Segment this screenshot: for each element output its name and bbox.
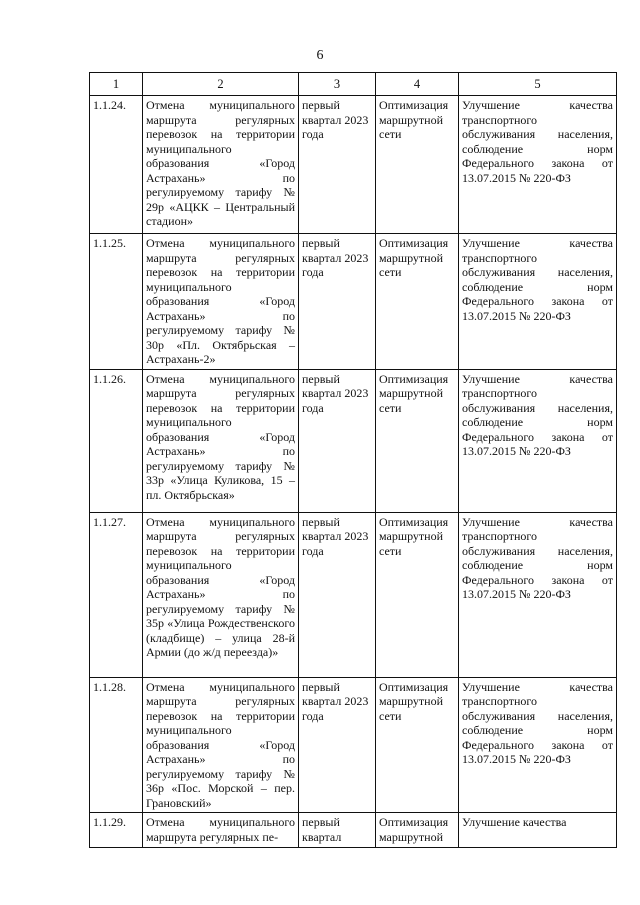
item-number: 1.1.28. <box>90 677 143 813</box>
result-text: Улучшение качества <box>459 813 617 848</box>
term-text: первый квартал 2023 года <box>299 677 376 813</box>
goal-text: Оптимизация маршрутной сети <box>376 369 459 512</box>
result-text: Улучшение качества транспортного обслуживания населения, соблюдение норм Федерального закона от 13.07.2015 № 220-ФЗ <box>459 512 617 677</box>
item-number: 1.1.27. <box>90 512 143 677</box>
plan-table <box>89 72 617 848</box>
goal-text: Оптимизация маршрутной сети <box>376 234 459 370</box>
column-number-2: 2 <box>143 73 299 96</box>
measure-text: Отмена муниципального маршрута регулярных перевозок на территории муниципального образования «Город Астрахань» по регулируемому тарифу № 30р «Пл. Октябрьская – Астрахань-2» <box>143 234 299 370</box>
measure-text: Отмена муниципального маршрута регулярных перевозок на территории муниципального образования «Город Астрахань» по регулируемому тарифу № 29р «АЦКК – Центральный стадион» <box>143 96 299 234</box>
measure-text: Отмена муниципального маршрута регулярных пе- <box>143 813 299 848</box>
column-number-3: 3 <box>299 73 376 96</box>
term-text: первый квартал 2023 года <box>299 96 376 234</box>
measure-text: Отмена муниципального маршрута регулярных перевозок на территории муниципального образования «Город Астрахань» по регулируемому тарифу № 33р «Улица Куликова, 15 – пл. Октябрьская» <box>143 369 299 512</box>
table-row <box>90 512 617 677</box>
table-row <box>90 813 617 848</box>
item-number: 1.1.24. <box>90 96 143 234</box>
table-row <box>90 96 617 234</box>
item-number: 1.1.29. <box>90 813 143 848</box>
table-row <box>90 677 617 813</box>
table-row <box>90 234 617 370</box>
goal-text: Оптимизация маршрутной сети <box>376 96 459 234</box>
goal-text: Оптимизация маршрутной сети <box>376 512 459 677</box>
result-text: Улучшение качества транспортного обслуживания населения, соблюдение норм Федерального закона от 13.07.2015 № 220-ФЗ <box>459 234 617 370</box>
item-number: 1.1.25. <box>90 234 143 370</box>
term-text: первый квартал <box>299 813 376 848</box>
term-text: первый квартал 2023 года <box>299 512 376 677</box>
table-header-row <box>90 73 617 96</box>
term-text: первый квартал 2023 года <box>299 234 376 370</box>
measure-text: Отмена муниципального маршрута регулярных перевозок на территории муниципального образования «Город Астрахань» по регулируемому тарифу № 35р «Улица Рождественского (кладбище) – улица 28-й Армии (до ж/д переезда)» <box>143 512 299 677</box>
goal-text: Оптимизация маршрутной сети <box>376 677 459 813</box>
column-number-5: 5 <box>459 73 617 96</box>
column-number-1: 1 <box>90 73 143 96</box>
result-text: Улучшение качества транспортного обслуживания населения, соблюдение норм Федерального закона от 13.07.2015 № 220-ФЗ <box>459 677 617 813</box>
result-text: Улучшение качества транспортного обслуживания населения, соблюдение норм Федерального закона от 13.07.2015 № 220-ФЗ <box>459 96 617 234</box>
item-number: 1.1.26. <box>90 369 143 512</box>
page-number: 6 <box>316 48 324 63</box>
goal-text: Оптимизация маршрутной <box>376 813 459 848</box>
table-row <box>90 369 617 512</box>
column-number-4: 4 <box>376 73 459 96</box>
term-text: первый квартал 2023 года <box>299 369 376 512</box>
result-text: Улучшение качества транспортного обслуживания населения, соблюдение норм Федерального закона от 13.07.2015 № 220-ФЗ <box>459 369 617 512</box>
measure-text: Отмена муниципального маршрута регулярных перевозок на территории муниципального образования «Город Астрахань» по регулируемому тарифу № 36р «Пос. Морской – пер. Грановский» <box>143 677 299 813</box>
